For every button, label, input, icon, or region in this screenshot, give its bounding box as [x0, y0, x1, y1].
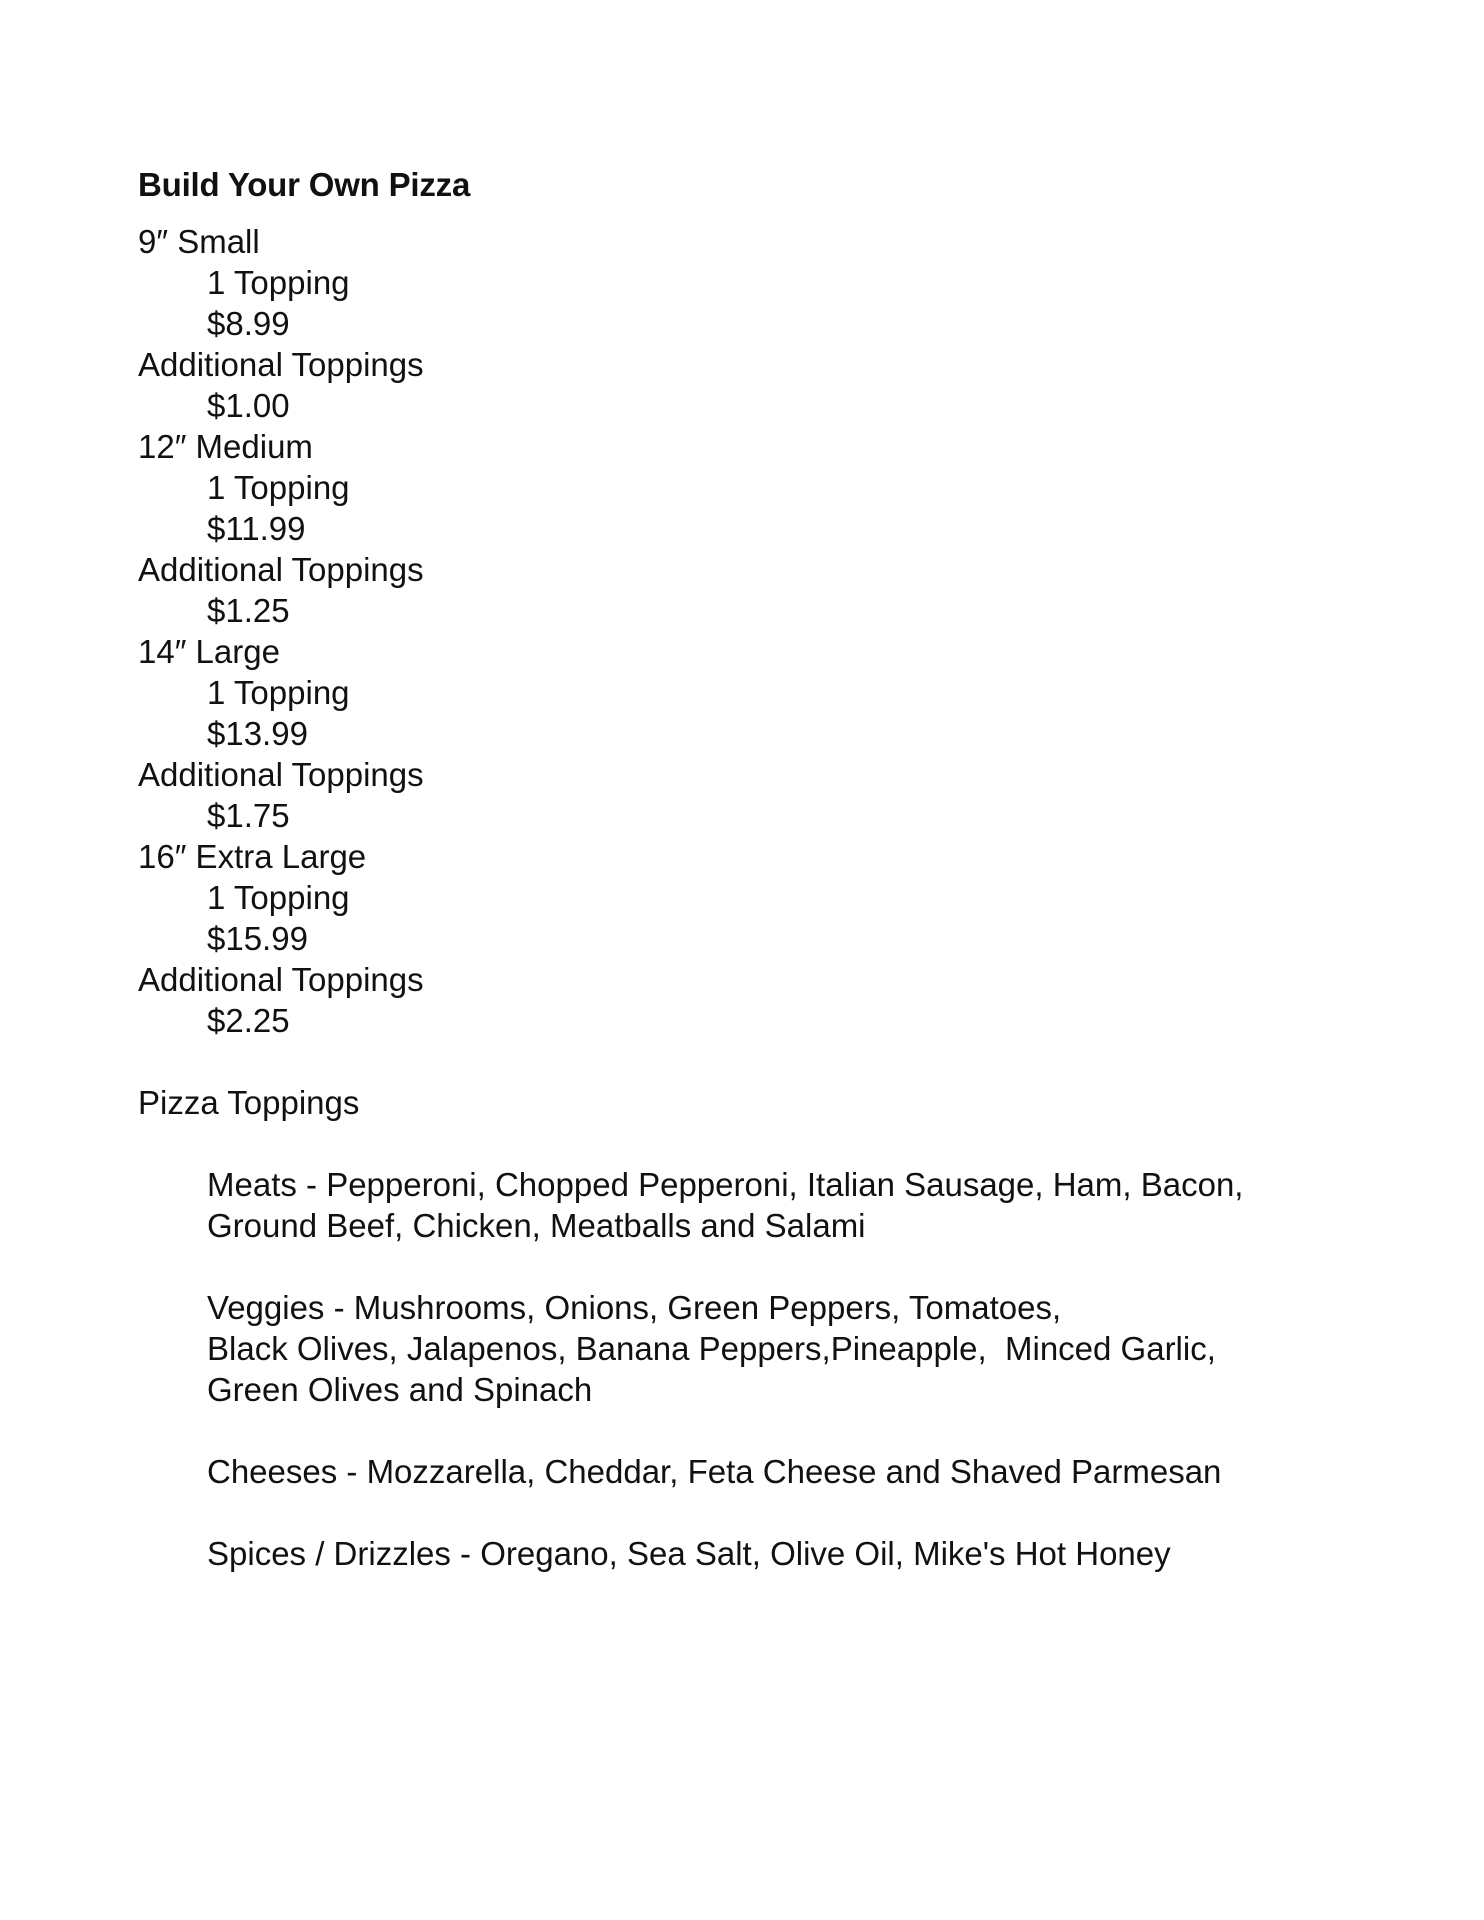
spacer [138, 1041, 1378, 1082]
veggies-line: Green Olives and Spinach [207, 1371, 593, 1408]
additional-toppings-price: $1.25 [207, 592, 290, 629]
veggies-group [138, 1287, 1378, 1410]
meats-line: Ground Beef, Chicken, Meatballs and Salami [207, 1207, 866, 1244]
size-name: 14″ Large [138, 633, 280, 670]
meats-line: Meats - Pepperoni, Chopped Pepperoni, Italian Sausage, Ham, Bacon, [207, 1166, 1244, 1203]
size-topping-label: 1 Topping [207, 879, 350, 916]
additional-toppings-price: $1.00 [207, 387, 290, 424]
size-name: 12″ Medium [138, 428, 313, 465]
additional-toppings-label: Additional Toppings [138, 551, 424, 588]
additional-toppings-price: $1.75 [207, 797, 290, 834]
spices-group [138, 1533, 1378, 1574]
size-price: $13.99 [207, 715, 308, 752]
meats-group [138, 1164, 1378, 1246]
size-name: 9″ Small [138, 223, 260, 260]
veggies-line: Veggies - Mushrooms, Onions, Green Peppers, Tomatoes, [207, 1289, 1062, 1326]
spacer [138, 1246, 1378, 1287]
page-title: Build Your Own Pizza [138, 166, 471, 203]
cheeses-line: Cheeses - Mozzarella, Cheddar, Feta Cheese and Shaved Parmesan [207, 1453, 1222, 1490]
size-price: $11.99 [207, 510, 306, 547]
size-topping-label: 1 Topping [207, 674, 350, 711]
veggies-line: Black Olives, Jalapenos, Banana Peppers,Pineapple, Minced Garlic, [207, 1330, 1216, 1367]
size-price: $15.99 [207, 920, 308, 957]
spices-line: Spices / Drizzles - Oregano, Sea Salt, Olive Oil, Mike's Hot Honey [207, 1535, 1171, 1572]
cheeses-group [138, 1451, 1378, 1492]
size-price: $8.99 [207, 305, 290, 342]
menu-page [138, 165, 1378, 1574]
spacer [138, 1410, 1378, 1451]
spacer [138, 1123, 1378, 1164]
additional-toppings-price: $2.25 [207, 1002, 290, 1039]
toppings-heading: Pizza Toppings [138, 1084, 360, 1121]
additional-toppings-label: Additional Toppings [138, 961, 424, 998]
additional-toppings-label: Additional Toppings [138, 346, 424, 383]
size-topping-label: 1 Topping [207, 264, 350, 301]
size-topping-label: 1 Topping [207, 469, 350, 506]
additional-toppings-label: Additional Toppings [138, 756, 424, 793]
size-name: 16″ Extra Large [138, 838, 367, 875]
spacer [138, 1492, 1378, 1533]
